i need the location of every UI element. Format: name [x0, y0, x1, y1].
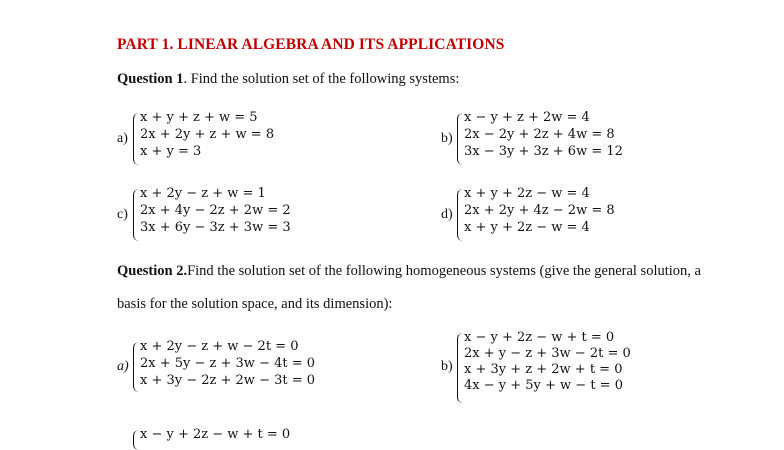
part-title: PART 1. LINEAR ALGEBRA AND ITS APPLICATIONS: [117, 36, 505, 53]
equation: 4x − y + 5y + w − t = 0: [464, 378, 623, 393]
equation: x + y = 3: [140, 144, 202, 159]
equation: 2x − 2y + 2z + 4w = 8: [464, 127, 615, 142]
equation: 3x − 3y + 3z + 6w = 12: [464, 144, 623, 159]
system-2a-equations: [140, 340, 315, 387]
equation: 2x + 5y − z + 3w − 4t = 0: [140, 356, 316, 371]
system-1a-label: a): [117, 131, 128, 146]
question-1-text: . Find the solution set of the following systems:: [183, 71, 460, 87]
equation: x + 2y − z + w = 1: [140, 186, 266, 201]
system-1b-equations: [464, 111, 623, 158]
system-2c-equations: [140, 428, 290, 441]
equation: x − y + 2z − w + t = 0: [140, 427, 291, 442]
equation: 2x + 4y − 2z + 2w = 2: [140, 203, 291, 218]
question-1-label: Question 1: [117, 71, 184, 87]
system-1d-equations: [464, 187, 615, 234]
system-1b-label: b): [441, 131, 453, 146]
equation: x + y + 2z − w = 4: [464, 186, 590, 201]
system-2a-label: a): [117, 359, 129, 374]
question-2-prompt: [117, 263, 701, 280]
question-1-prompt: [117, 71, 459, 88]
equation: x + y + z + w = 5: [140, 110, 258, 125]
equation: x + 3y − 2z + 2w − 3t = 0: [140, 373, 316, 388]
equation: x + 3y + z + 2w + t = 0: [464, 362, 623, 377]
system-1c-label: c): [117, 207, 128, 222]
equation: x + y + 2z − w = 4: [464, 220, 590, 235]
equation: 2x + 2y + 4z − 2w = 8: [464, 203, 615, 218]
system-1c-equations: [140, 187, 291, 234]
equation: x − y + 2z − w + t = 0: [464, 330, 615, 345]
question-2-text-line2: basis for the solution space, and its dimension):: [117, 296, 393, 312]
equation: 2x + y − z + 3w − 2t = 0: [464, 346, 631, 361]
equation: 2x + 2y + z + w = 8: [140, 127, 275, 142]
question-2-label: Question 2.: [117, 263, 188, 279]
system-1a-equations: [140, 111, 274, 158]
system-1d-label: d): [441, 207, 453, 222]
system-2b-equations: [464, 331, 631, 392]
question-2-text-line1: Find the solution set of the following homogeneous systems (give the general solution, a: [187, 263, 701, 279]
equation: 3x + 6y − 3z + 3w = 3: [140, 220, 291, 235]
equation: x − y + z + 2w = 4: [464, 110, 590, 125]
system-2b-label: b): [441, 359, 453, 374]
equation: x + 2y − z + w − 2t = 0: [140, 339, 299, 354]
